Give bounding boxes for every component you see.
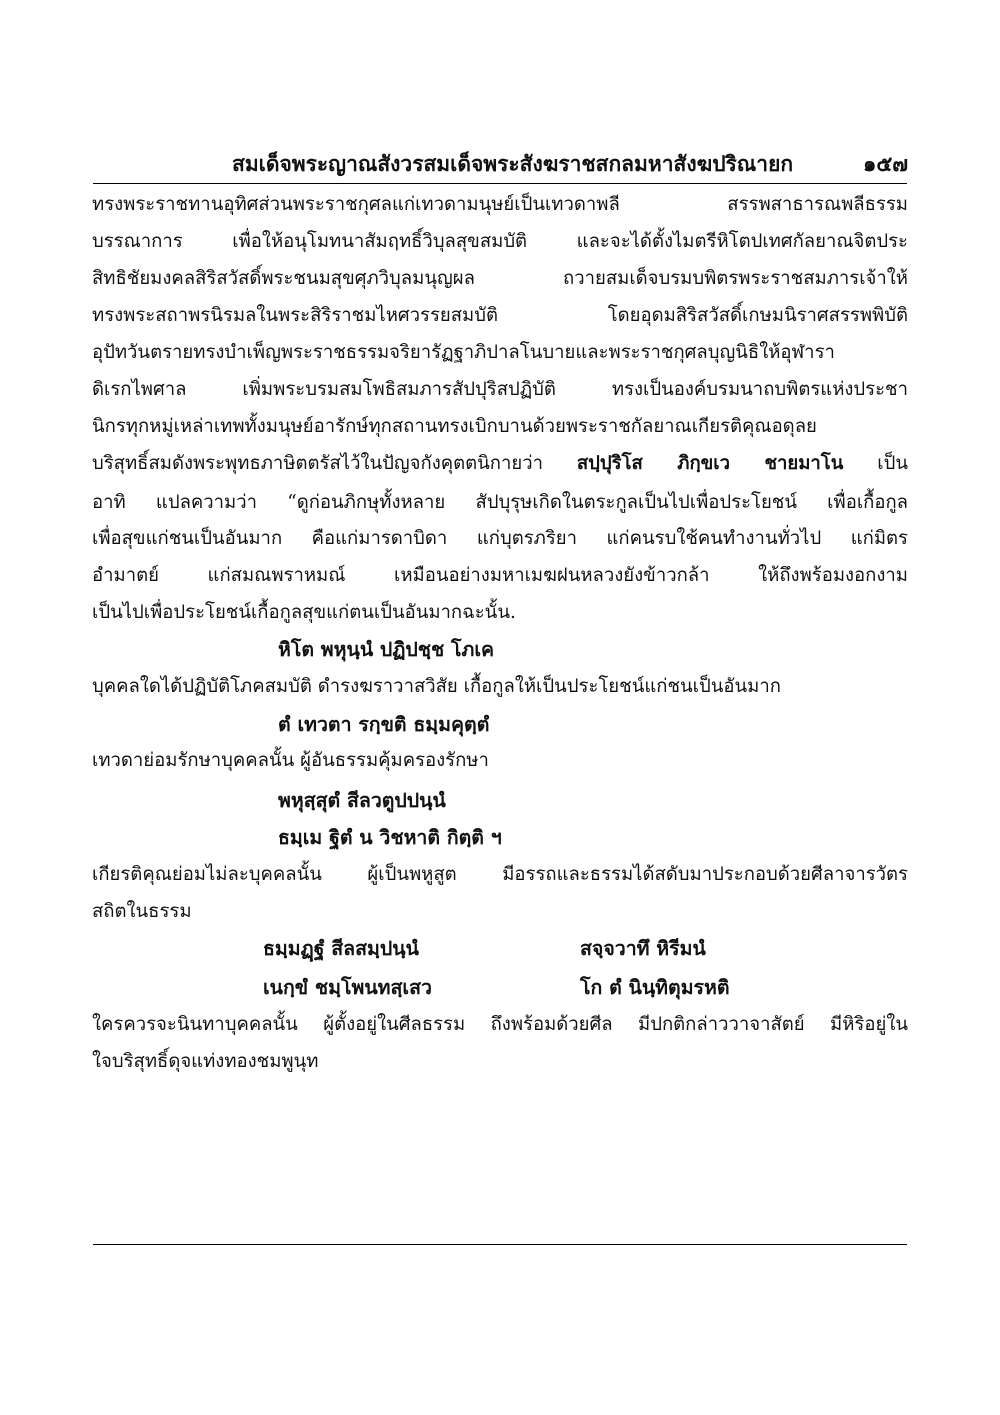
paragraph-line-with-pali xyxy=(92,449,908,478)
footer-rule xyxy=(93,1244,907,1245)
verse-translation: ใครควรจะนินทาบุคคลนั้น ผู้ตั้งอยู่ในศีลธรรม ถึงพร้อมด้วยศีล มีปกติกล่าววาจาสัตย์ มีหิริอยู่ใน xyxy=(92,1014,908,1035)
paragraph-line: อุปัทวันตรายทรงบำเพ็ญพระราชธรรมจริยารัฏฐาภิปาลโนบายและพระราชกุศลบุญนิธิให้อุฬารา xyxy=(92,342,835,363)
paragraph-line: ทรงพระสถาพรนิรมลในพระสิริราชมไหศวรรยสมบัติ โดยอุดมสิริสวัสดิ์เกษมนิราศสรรพพิบัติ xyxy=(92,305,908,326)
pali-verse: พหุสฺสุตํ สีลวตูปปนฺนํ xyxy=(278,789,446,812)
paragraph-line: อำมาตย์ แก่สมณพราหมณ์ เหมือนอย่างมหาเมฆฝนหลวงยังข้าวกล้า ให้ถึงพร้อมงอกงาม xyxy=(92,565,908,586)
page-number: ๑๕๗ xyxy=(862,151,908,176)
paragraph-line: สิทธิชัยมงคลสิริสวัสดิ์พระชนมสุขศุภวิบุลมนุญผล ถวายสมเด็จบรมบพิตรพระราชสมภารเจ้าให้ xyxy=(92,268,908,289)
verse-translation: สถิตในธรรม xyxy=(92,901,192,922)
pali-verse: ตํ เทวตา รกฺขติ ธมฺมคุตฺตํ xyxy=(278,713,490,736)
pali-verse-left: เนกฺขํ ชมฺโพนทสฺเสว xyxy=(263,976,432,999)
paragraph-line: ทรงพระราชทานอุทิศส่วนพระราชกุศลแก่เทวดามนุษย์เป็นเทวดาพลี สรรพสาธารณพลีธรรม xyxy=(92,194,908,215)
paragraph-line: เป็นไปเพื่อประโยชน์เกื้อกูลสุขแก่ตนเป็นอันมากฉะนั้น. xyxy=(92,602,516,623)
verse-translation: บุคคลใดได้ปฏิบัติโภคสมบัติ ดำรงฆราวาสวิสัย เกื้อกูลให้เป็นประโยชน์แก่ชนเป็นอันมาก xyxy=(92,676,781,697)
paragraph-line: เพื่อสุขแก่ชนเป็นอันมาก คือแก่มารดาบิดา แก่บุตรภริยา แก่คนรบใช้คนทำงานทั่วไป แก่มิตร xyxy=(92,528,908,549)
pali-verse-left: ธมฺมฏฺฐํ สีลสมฺปนฺนํ xyxy=(263,937,419,960)
pali-verse-right: สจฺจวาทึ หิรีมนํ xyxy=(580,937,706,960)
paragraph-text: เป็น xyxy=(877,453,908,474)
paragraph-text: บริสุทธิ์สมดังพระพุทธภาษิตตรัสไว้ในปัญจกังคุตตนิกายว่า xyxy=(92,453,543,474)
paragraph-line: ดิเรกไพศาล เพิ่มพระบรมสมโพธิสมภารสัปปุริสปฏิบัติ ทรงเป็นองค์บรมนาถบพิตรแห่งประชา xyxy=(92,379,908,400)
paragraph-line: อาทิ แปลความว่า “ดูก่อนภิกษุทั้งหลาย สัปบุรุษเกิดในตระกูลเป็นไปเพื่อประโยชน์ เพื่อเกื้อกูล xyxy=(92,492,908,513)
pali-verse-right: โก ตํ นินฺทิตุมรหติ xyxy=(580,976,730,999)
header-rule xyxy=(93,183,907,184)
verse-translation: ใจบริสุทธิ์ดุจแท่งทองชมพูนุท xyxy=(92,1051,319,1072)
paragraph-line: นิกรทุกหมู่เหล่าเทพทั้งมนุษย์อารักษ์ทุกสถานทรงเบิกบานด้วยพระราชกัลยาณเกียรติคุณอดุลย xyxy=(92,416,817,437)
running-header-title: สมเด็จพระญาณสังวรสมเด็จพระสังฆราชสกลมหาสังฆปริณายก xyxy=(232,151,794,176)
paragraph-line: บรรณาการ เพื่อให้อนุโมทนาสัมฤทธิ์วิบุลสุขสมบัติ และจะได้ตั้งไมตรีหิโตปเทศกัลยาณจิตประ xyxy=(92,231,908,252)
verse-translation: เกียรติคุณย่อมไม่ละบุคคลนั้น ผู้เป็นพหูสูต มีอรรถและธรรมได้สดับมาประกอบด้วยศีลาจารวัตร xyxy=(92,864,908,885)
pali-verse: หิโต พหุนฺนํ ปฏิปชฺช โภเค xyxy=(278,638,495,661)
pali-quote: สปฺปุริโส ภิกฺขเว ชายมาโน xyxy=(576,453,844,474)
verse-translation: เทวดาย่อมรักษาบุคคลนั้น ผู้อันธรรมคุ้มครองรักษา xyxy=(92,750,489,771)
pali-verse: ธมฺเม ฐิตํ น วิชหาติ กิตฺติ ฯ xyxy=(278,826,502,849)
